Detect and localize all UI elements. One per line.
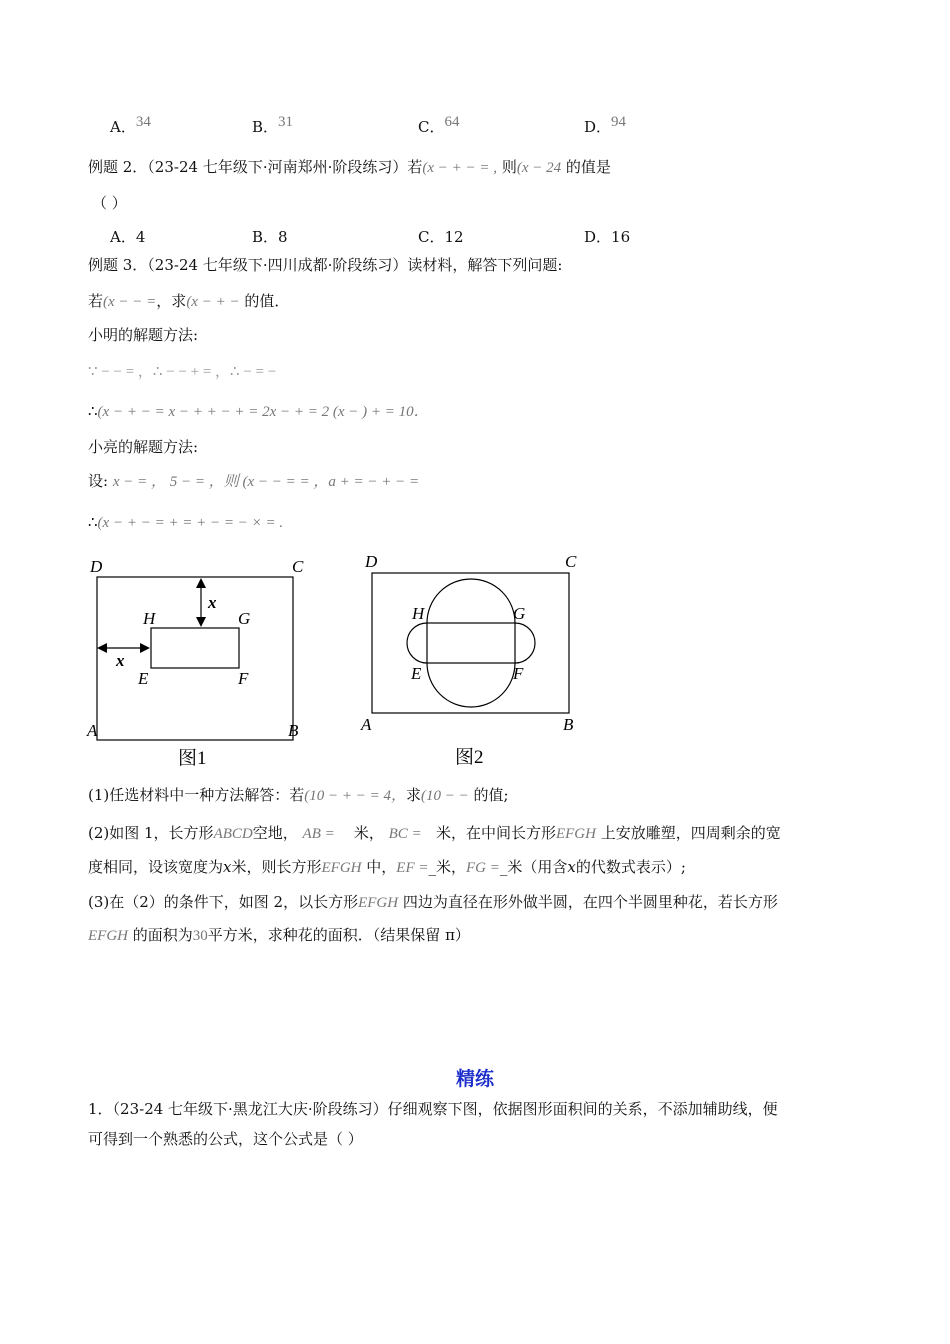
- option-c: C．64: [418, 114, 460, 136]
- question-part-1: (1)任选材料中一种方法解答：若(10 − + − = 4，求(10 − − 的值;: [88, 786, 509, 804]
- ex2-option-b: B．8: [252, 228, 288, 246]
- option-b: B．31: [252, 114, 294, 136]
- example3-heading: 例题 3．（23-24 七年级下·四川成都·阶段练习）读材料，解答下列问题:: [88, 256, 563, 274]
- example2-answer-paren: （ ）: [92, 194, 127, 212]
- xiaoliang-line-2: ∴(x − + − = + = + − = − × = .: [88, 513, 284, 531]
- fig2-label-d: D: [365, 552, 378, 571]
- fig2-outer-rect-abcd: [372, 573, 569, 713]
- question-part-3-line-2: EFGH 的面积为30平方米，求种花的面积．（结果保留 π）: [88, 926, 470, 944]
- fig1-inner-rect-efgh: [151, 628, 239, 668]
- xiaoming-method-title: 小明的解题方法:: [88, 326, 199, 344]
- fig1-label-d: D: [90, 557, 103, 576]
- fig2-top-semicircle: [427, 579, 515, 623]
- fig2-left-semicircle: [407, 623, 427, 663]
- fig1-label-f: F: [238, 669, 249, 688]
- fig2-right-semicircle: [515, 623, 535, 663]
- section-title: 精练: [455, 1068, 494, 1090]
- fig1-label-b: B: [288, 721, 299, 740]
- option-a: A．34: [110, 114, 151, 136]
- fig2-label-c: C: [565, 552, 577, 571]
- option-d: D．94: [584, 114, 627, 136]
- practice-1-line-2: 可得到一个熟悉的公式，这个公式是（ ）: [88, 1130, 363, 1148]
- ex2-option-c: C．12: [418, 228, 464, 246]
- ex2-option-d: D．16: [584, 228, 631, 246]
- fig2-label-h: H: [412, 604, 425, 623]
- fig2-label-a: A: [361, 715, 372, 734]
- practice-1-line-1: 1．（23-24 七年级下·黑龙江大庆·阶段练习）仔细观察下图，依据图形面积间的关系，不添加辅助线，便: [88, 1100, 778, 1118]
- question-part-3-line-1: (3)在（2）的条件下，如图 2，以长方形EFGH 四边为直径在形外做半圆，在四个半圆里种花，若长方形: [88, 893, 778, 911]
- fig2-bottom-semicircle: [427, 663, 515, 707]
- figure-1: [82, 552, 322, 772]
- example3-condition: 若(x − − =，求(x − + − 的值．: [88, 292, 290, 310]
- fig2-label-e: E: [411, 664, 422, 683]
- fig1-caption: 图1: [178, 748, 207, 769]
- fig1-label-e: E: [138, 669, 149, 688]
- xiaoliang-line-1: 设: x − = ， 5 − = ，则 (x − − = = ，a + = − + − =: [88, 472, 420, 490]
- xiaoliang-method-title: 小亮的解题方法:: [88, 438, 199, 456]
- xiaoming-line-1: ∵ − − = ，∴ − − + = ，∴ − = −: [88, 364, 277, 380]
- fig1-outer-rect-abcd: [97, 577, 293, 740]
- ex2-option-a: A．4: [110, 228, 146, 246]
- question-part-2-line-1: (2)如图 1，长方形ABCD空地， AB = 米， BC = 米，在中间长方形EFGH 上安放雕塑，四周剩余的宽: [88, 824, 781, 842]
- figure-2: [355, 548, 595, 772]
- xiaoming-line-2: ∴(x − + − = x − + + − + = 2x − + = 2 (x − ) + = 10．: [88, 402, 429, 420]
- fig1-label-a: A: [87, 721, 98, 740]
- fig2-caption: 图2: [455, 747, 484, 768]
- fig2-label-g: G: [513, 604, 526, 623]
- question-part-2-line-2: 度相同，设该宽度为x米，则长方形EFGH 中，EF =_米，FG =_米（用含x的代数式表示）;: [88, 858, 686, 876]
- fig1-label-h: H: [143, 609, 156, 628]
- fig1-label-g: G: [238, 609, 251, 628]
- fig1-label-c: C: [292, 557, 304, 576]
- fig2-label-f: F: [513, 664, 524, 683]
- fig2-inner-rect-efgh: [427, 623, 515, 663]
- fig1-label-x-top: x: [208, 593, 217, 612]
- fig1-label-x-left: x: [116, 651, 125, 670]
- fig2-label-b: B: [563, 715, 574, 734]
- example2-question: 例题 2．（23-24 七年级下·河南郑州·阶段练习）若(x − + − = , 则(x − 24 的值是: [88, 158, 611, 176]
